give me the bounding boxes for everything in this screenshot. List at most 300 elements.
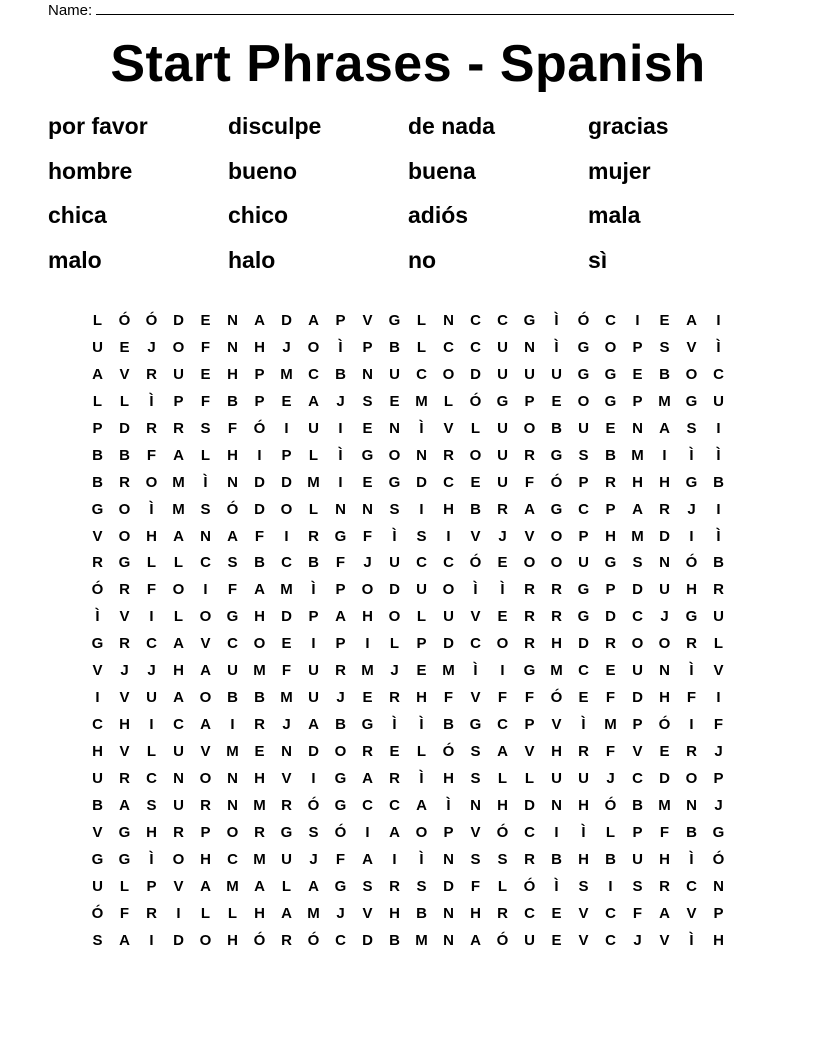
grid-letter: B — [605, 850, 616, 868]
grid-letter: C — [281, 554, 292, 572]
grid-letter: A — [92, 365, 103, 383]
grid-letter: S — [416, 877, 427, 895]
grid-letter: Ó — [604, 796, 617, 814]
grid-letter: G — [550, 446, 563, 464]
grid-letter: G — [712, 823, 725, 841]
grid-letter: U — [551, 365, 562, 383]
grid-letter: A — [254, 312, 265, 329]
grid-letter: P — [92, 419, 103, 437]
grid-letter: H — [200, 850, 211, 868]
word-search-grid — [84, 308, 732, 955]
grid-letter: L — [227, 904, 238, 922]
grid-letter: H — [551, 635, 562, 653]
grid-letter: F — [227, 419, 238, 437]
grid-letter: S — [470, 850, 481, 868]
grid-letter: A — [416, 796, 427, 814]
grid-letter: H — [659, 689, 670, 707]
grid-letter: P — [605, 500, 616, 518]
grid-row — [84, 739, 732, 766]
grid-letter: R — [173, 419, 184, 437]
grid-letter: N — [443, 904, 454, 922]
grid-letter: A — [308, 392, 319, 410]
grid-letter: J — [390, 662, 399, 680]
grid-letter: H — [713, 931, 724, 949]
grid-letter: C — [524, 904, 535, 922]
grid-letter: S — [92, 931, 103, 949]
grid-letter: O — [415, 823, 428, 841]
grid-letter: C — [632, 769, 643, 787]
grid-letter: I — [176, 904, 181, 922]
word-list-item: malo — [48, 246, 102, 273]
grid-letter: F — [335, 554, 346, 572]
grid-letter: H — [443, 500, 454, 518]
grid-letter: U — [443, 608, 454, 626]
grid-letter: R — [524, 446, 535, 464]
grid-row — [84, 308, 732, 335]
grid-letter: B — [389, 338, 400, 356]
grid-letter: C — [686, 877, 697, 895]
grid-letter: B — [713, 554, 724, 572]
grid-letter: M — [280, 365, 293, 383]
grid-letter: U — [497, 419, 508, 437]
grid-row — [84, 847, 732, 874]
grid-letter: A — [200, 716, 211, 734]
grid-letter: P — [632, 338, 643, 356]
grid-letter: O — [577, 392, 590, 410]
grid-letter: G — [604, 365, 617, 383]
grid-letter: S — [686, 419, 697, 437]
grid-letter: L — [119, 392, 130, 410]
grid-letter: S — [578, 877, 589, 895]
word-list-item: de nada — [408, 113, 495, 139]
grid-letter: Ó — [469, 554, 482, 572]
grid-letter: N — [443, 931, 454, 949]
grid-letter: A — [362, 850, 373, 868]
grid-letter: Ó — [712, 850, 725, 868]
grid-letter: H — [470, 904, 481, 922]
grid-letter: G — [91, 635, 104, 653]
grid-letter: O — [199, 769, 212, 787]
grid-letter: C — [362, 796, 373, 814]
grid-letter: I — [230, 716, 235, 734]
grid-letter: F — [659, 823, 670, 841]
grid-letter: V — [92, 527, 103, 545]
grid-letter: J — [687, 500, 696, 518]
grid-letter: H — [362, 608, 373, 626]
grid-row — [84, 685, 732, 712]
grid-row — [84, 362, 732, 389]
grid-letter: R — [524, 850, 535, 868]
grid-row — [84, 820, 732, 847]
grid-letter: V — [578, 931, 589, 949]
grid-letter: H — [254, 769, 265, 787]
word-list-item: adiós — [408, 202, 469, 228]
grid-letter: V — [119, 608, 130, 626]
grid-letter: N — [470, 796, 481, 814]
grid-letter: D — [362, 931, 373, 949]
grid-letter: I — [149, 608, 154, 626]
name-underline — [96, 0, 734, 15]
grid-letter: B — [92, 446, 103, 464]
grid-row — [84, 497, 732, 524]
grid-letter: S — [497, 850, 508, 868]
grid-letter: Ì — [554, 877, 559, 895]
grid-letter: I — [635, 312, 640, 329]
grid-letter: G — [91, 850, 104, 868]
grid-letter: A — [227, 527, 238, 545]
grid-letter: D — [281, 608, 292, 626]
grid-letter: D — [605, 608, 616, 626]
grid-letter: H — [659, 473, 670, 491]
grid-letter: R — [686, 743, 697, 760]
grid-letter: F — [146, 446, 157, 464]
grid-letter: L — [416, 608, 427, 626]
grid-letter: H — [605, 527, 616, 545]
grid-letter: E — [632, 365, 643, 383]
grid-letter: H — [578, 850, 589, 868]
word-list-item: sì — [588, 246, 608, 273]
grid-letter: I — [95, 689, 100, 707]
grid-letter: D — [632, 581, 643, 599]
grid-letter: M — [253, 796, 266, 814]
grid-letter: N — [362, 500, 373, 518]
grid-letter: Ì — [311, 581, 316, 599]
grid-letter: L — [119, 877, 130, 895]
grid-letter: N — [227, 312, 238, 329]
grid-row — [84, 604, 732, 631]
grid-letter: Ì — [419, 716, 424, 734]
grid-letter: I — [203, 581, 208, 599]
grid-letter: R — [146, 904, 157, 922]
grid-letter: O — [334, 743, 347, 760]
grid-letter: E — [281, 392, 292, 410]
grid-letter: L — [200, 904, 211, 922]
word-list-item: disculpe — [228, 113, 322, 139]
grid-letter: D — [281, 473, 292, 491]
grid-letter: E — [551, 931, 562, 949]
grid-letter: L — [92, 392, 103, 410]
grid-letter: H — [551, 743, 562, 760]
grid-letter: O — [442, 365, 455, 383]
word-list — [48, 110, 768, 288]
grid-letter: J — [606, 769, 615, 787]
grid-letter: Ì — [689, 446, 694, 464]
grid-letter: B — [713, 473, 724, 491]
grid-letter: H — [443, 769, 454, 787]
grid-letter: J — [309, 850, 318, 868]
grid-letter: Ì — [689, 931, 694, 949]
grid-letter: E — [659, 743, 670, 760]
grid-letter: R — [713, 581, 724, 599]
grid-letter: H — [146, 527, 157, 545]
grid-letter: A — [470, 931, 481, 949]
grid-letter: N — [443, 312, 454, 329]
grid-letter: D — [308, 743, 319, 760]
grid-letter: U — [227, 662, 238, 680]
grid-letter: O — [118, 527, 131, 545]
grid-letter: Ó — [469, 392, 482, 410]
grid-letter: A — [173, 689, 184, 707]
grid-letter: I — [338, 419, 343, 437]
grid-letter: B — [632, 796, 643, 814]
grid-letter: I — [419, 500, 424, 518]
grid-letter: N — [200, 527, 211, 545]
grid-letter: O — [226, 823, 239, 841]
grid-letter: O — [658, 635, 671, 653]
grid-letter: V — [173, 877, 184, 895]
grid-letter: G — [577, 338, 590, 356]
grid-letter: E — [362, 473, 373, 491]
grid-letter: N — [659, 662, 670, 680]
grid-letter: C — [578, 662, 589, 680]
grid-letter: V — [281, 769, 292, 787]
grid-letter: C — [443, 338, 454, 356]
grid-letter: F — [443, 689, 454, 707]
grid-letter: M — [631, 446, 644, 464]
grid-letter: G — [334, 527, 347, 545]
grid-letter: I — [716, 500, 721, 518]
grid-letter: U — [92, 769, 103, 787]
grid-letter: Ó — [253, 419, 266, 437]
grid-letter: N — [551, 796, 562, 814]
grid-letter: L — [281, 877, 292, 895]
grid-letter: U — [578, 769, 589, 787]
word-list-item: mala — [588, 202, 641, 228]
grid-letter: C — [335, 931, 346, 949]
grid-letter: P — [443, 823, 454, 841]
grid-letter: S — [227, 554, 238, 572]
grid-letter: L — [497, 769, 508, 787]
grid-letter: L — [92, 312, 103, 329]
grid-letter: E — [119, 338, 130, 356]
grid-letter: G — [577, 365, 590, 383]
grid-row — [84, 766, 732, 793]
grid-letter: O — [388, 608, 401, 626]
grid-letter: V — [200, 743, 211, 760]
grid-letter: I — [149, 716, 154, 734]
grid-letter: H — [497, 796, 508, 814]
grid-letter: P — [146, 877, 157, 895]
grid-letter: U — [578, 554, 589, 572]
grid-letter: U — [497, 446, 508, 464]
grid-letter: N — [281, 743, 292, 760]
grid-letter: I — [257, 446, 262, 464]
grid-letter: I — [716, 419, 721, 437]
grid-letter: A — [389, 823, 400, 841]
grid-letter: E — [497, 608, 508, 626]
grid-letter: U — [308, 419, 319, 437]
grid-letter: L — [605, 823, 616, 841]
grid-letter: A — [119, 931, 130, 949]
grid-letter: Ó — [658, 716, 671, 734]
grid-letter: U — [173, 365, 184, 383]
grid-letter: H — [254, 608, 265, 626]
grid-letter: R — [200, 796, 211, 814]
grid-letter: R — [659, 877, 670, 895]
grid-letter: L — [713, 635, 724, 653]
grid-letter: R — [119, 635, 130, 653]
grid-letter: P — [713, 904, 724, 922]
grid-letter: E — [551, 904, 562, 922]
grid-letter: N — [632, 419, 643, 437]
grid-letter: F — [119, 904, 130, 922]
grid-letter: F — [146, 581, 157, 599]
grid-letter: B — [254, 689, 265, 707]
grid-letter: L — [524, 769, 535, 787]
word-list-item: hombre — [48, 157, 133, 184]
grid-letter: B — [119, 446, 130, 464]
grid-letter: C — [443, 473, 454, 491]
grid-letter: Ì — [149, 850, 154, 868]
grid-letter: R — [551, 581, 562, 599]
grid-letter: V — [524, 743, 535, 760]
grid-letter: V — [443, 419, 454, 437]
grid-letter: C — [416, 554, 427, 572]
grid-letter: D — [254, 500, 265, 518]
grid-letter: U — [173, 743, 184, 760]
grid-letter: Ì — [338, 338, 343, 356]
grid-letter: O — [307, 338, 320, 356]
grid-letter: V — [659, 931, 670, 949]
grid-letter: O — [685, 769, 698, 787]
name-label: Name: — [48, 2, 93, 19]
grid-letter: O — [361, 581, 374, 599]
grid-letter: M — [442, 662, 455, 680]
grid-letter: R — [281, 931, 292, 949]
grid-letter: Ì — [338, 446, 343, 464]
grid-letter: A — [254, 877, 265, 895]
grid-letter: L — [200, 446, 211, 464]
grid-letter: F — [200, 392, 211, 410]
grid-letter: O — [631, 635, 644, 653]
grid-letter: B — [227, 689, 238, 707]
grid-letter: G — [118, 554, 131, 572]
grid-letter: M — [172, 473, 185, 491]
grid-letter: S — [632, 877, 643, 895]
grid-letter: R — [524, 608, 535, 626]
grid-letter: Ó — [550, 689, 563, 707]
grid-letter: Ì — [149, 392, 154, 410]
grid-letter: U — [416, 581, 427, 599]
grid-letter: P — [362, 338, 373, 356]
grid-letter: P — [605, 581, 616, 599]
grid-letter: O — [523, 419, 536, 437]
grid-letter: L — [443, 392, 454, 410]
grid-letter: C — [227, 850, 238, 868]
grid-letter: A — [173, 635, 184, 653]
grid-letter: A — [281, 904, 292, 922]
grid-letter: U — [713, 608, 724, 626]
grid-letter: C — [470, 635, 481, 653]
grid-letter: B — [551, 850, 562, 868]
grid-letter: Ó — [91, 904, 104, 922]
grid-letter: A — [308, 716, 319, 734]
grid-letter: F — [524, 689, 535, 707]
name-field — [48, 0, 734, 20]
grid-letter: I — [311, 635, 316, 653]
grid-letter: S — [578, 446, 589, 464]
grid-letter: Ì — [419, 769, 424, 787]
grid-letter: R — [686, 635, 697, 653]
grid-letter: G — [469, 716, 482, 734]
grid-row — [84, 550, 732, 577]
grid-letter: M — [361, 662, 374, 680]
grid-letter: F — [632, 904, 643, 922]
grid-letter: R — [524, 635, 535, 653]
grid-letter: O — [145, 473, 158, 491]
grid-row — [84, 443, 732, 470]
grid-letter: I — [662, 446, 667, 464]
grid-letter: J — [147, 662, 156, 680]
grid-letter: U — [713, 392, 724, 410]
grid-row — [84, 389, 732, 416]
grid-row — [84, 793, 732, 820]
grid-letter: N — [227, 473, 238, 491]
grid-letter: L — [146, 743, 157, 760]
grid-letter: R — [659, 500, 670, 518]
grid-letter: N — [227, 796, 238, 814]
grid-letter: A — [200, 877, 211, 895]
grid-letter: Ó — [496, 823, 509, 841]
grid-letter: J — [498, 527, 507, 545]
grid-letter: D — [659, 527, 670, 545]
grid-row — [84, 524, 732, 551]
grid-letter: A — [308, 312, 319, 329]
grid-letter: I — [284, 419, 289, 437]
grid-letter: E — [200, 365, 211, 383]
grid-letter: S — [146, 796, 157, 814]
grid-letter: B — [335, 365, 346, 383]
grid-letter: D — [173, 312, 184, 329]
grid-letter: G — [604, 554, 617, 572]
grid-letter: E — [470, 473, 481, 491]
grid-letter: P — [632, 716, 643, 734]
grid-letter: D — [119, 419, 130, 437]
grid-letter: O — [685, 365, 698, 383]
grid-letter: Ó — [307, 931, 320, 949]
grid-letter: Ì — [554, 338, 559, 356]
grid-row — [84, 658, 732, 685]
grid-letter: J — [120, 662, 129, 680]
grid-letter: Ì — [95, 608, 100, 626]
grid-letter: U — [146, 689, 157, 707]
grid-letter: D — [470, 365, 481, 383]
grid-letter: G — [280, 823, 293, 841]
grid-row — [84, 631, 732, 658]
grid-letter: U — [659, 581, 670, 599]
grid-letter: A — [254, 581, 265, 599]
grid-letter: M — [658, 392, 671, 410]
grid-letter: Ì — [716, 527, 721, 545]
grid-letter: R — [173, 823, 184, 841]
grid-letter: E — [200, 312, 211, 329]
grid-letter: Ó — [118, 312, 131, 329]
grid-letter: Ì — [473, 662, 478, 680]
grid-letter: F — [362, 527, 373, 545]
grid-letter: F — [605, 743, 616, 760]
grid-letter: M — [307, 473, 320, 491]
grid-row — [84, 928, 732, 955]
grid-letter: Ì — [500, 581, 505, 599]
grid-letter: A — [119, 796, 130, 814]
grid-letter: H — [389, 904, 400, 922]
grid-letter: P — [335, 312, 346, 329]
grid-letter: G — [685, 608, 698, 626]
grid-letter: Ì — [581, 823, 586, 841]
grid-letter: I — [149, 931, 154, 949]
grid-letter: P — [281, 446, 292, 464]
grid-letter: Ì — [716, 338, 721, 356]
